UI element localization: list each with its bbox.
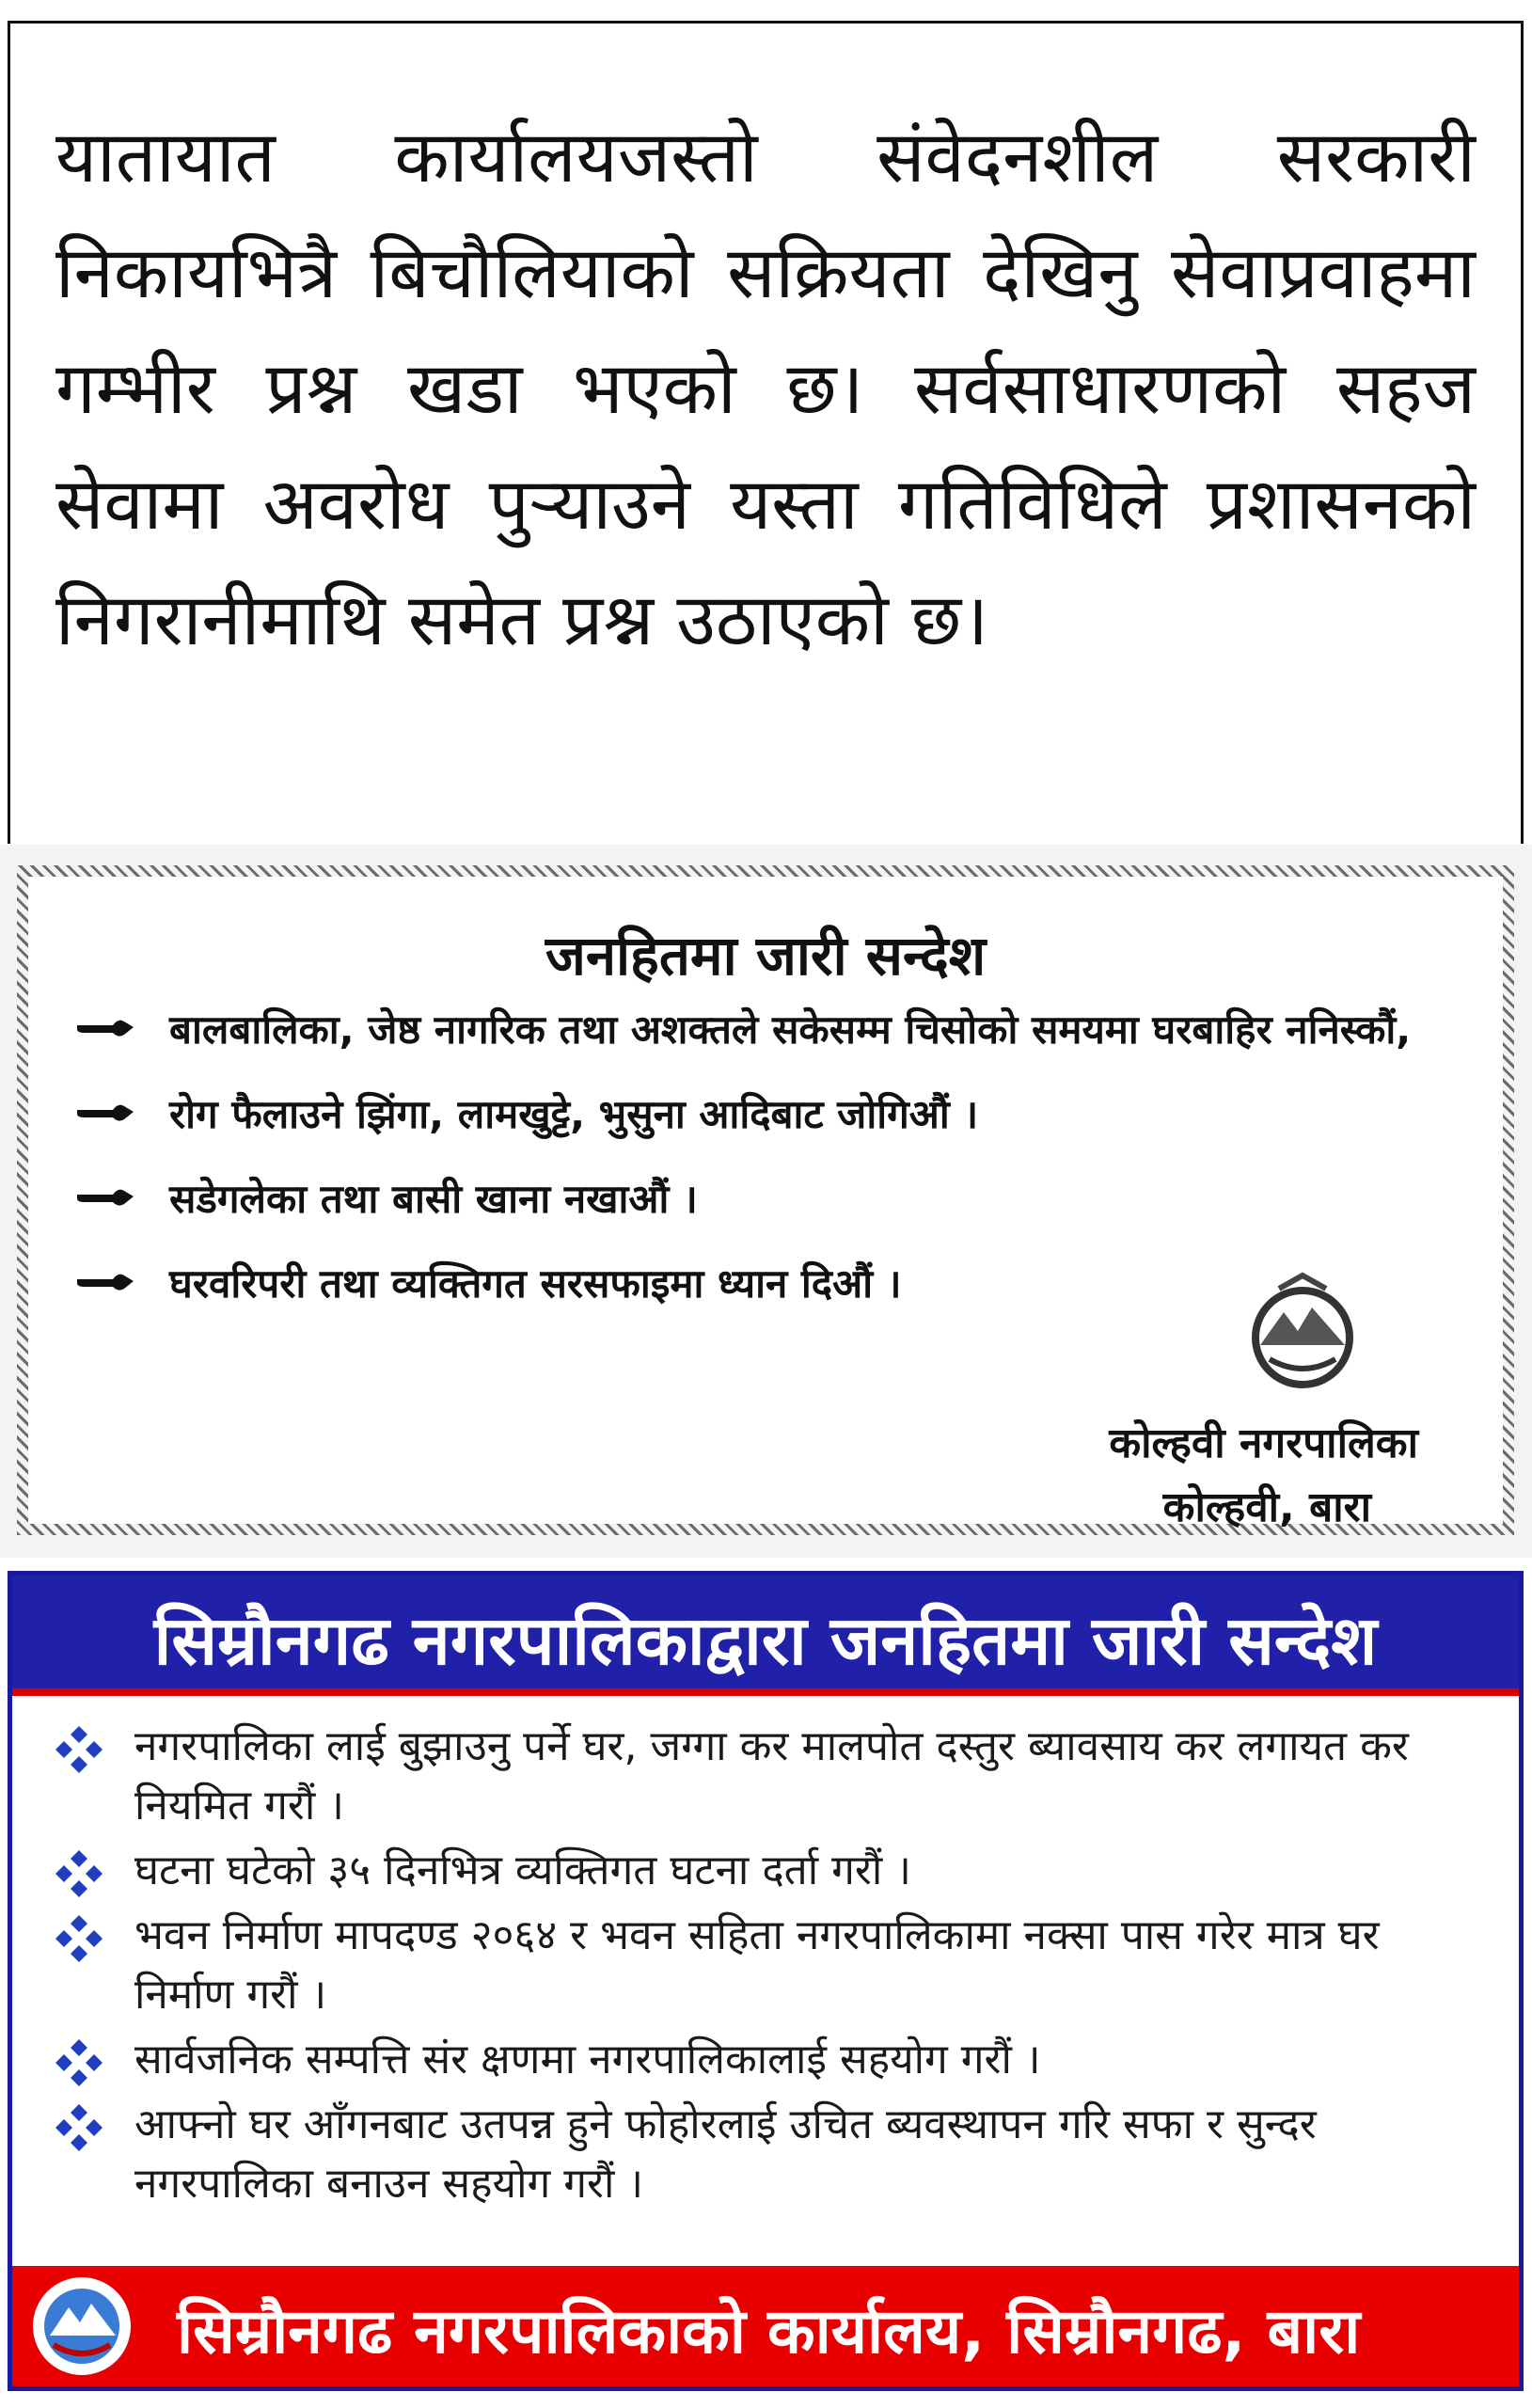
news-paragraph: यातायात कार्यालयजस्तो संवेदनशील सरकारी निकायभित्रै बिचौलियाको सक्रियता देखिनु सेवाप्रवाहमा गम्भीर प्रश्न खडा भएको छ। सर्वसाधारणको सहज सेवामा अवरोध पुर्‍याउने यस्ता गतिविधिले प्रशासनको निगरानीमाथि समेत प्रश्न उठाएको छ।	[55, 115, 1476, 661]
notice-header-bar	[12, 1576, 1519, 1696]
list-item-text: सडेगलेका तथा बासी खाना नखाऔं ।	[169, 1176, 698, 1222]
diamond-cluster-icon	[54, 2102, 104, 2153]
nepal-emblem-icon	[29, 2273, 134, 2379]
list-item-text: घरवरिपरी तथा व्यक्तिगत सरसफाइमा ध्यान दिऔं ।	[169, 1260, 902, 1307]
office-address: सिम्रौनगढ नगरपालिकाको कार्यालय, सिम्रौनगढ, बारा	[177, 2295, 1361, 2368]
pointing-hand-icon	[75, 1014, 135, 1042]
list-item-text: भवन निर्माण मापदण्ड २०६४ र भवन सहिता नगरपालिकामा नक्सा पास गरेर मात्र घर निर्माण गरौं ।	[134, 1911, 1380, 2019]
news-paragraph-panel	[8, 21, 1524, 844]
issuer-name: कोल्हवी नगरपालिका	[1109, 1419, 1418, 1467]
list-item-text: नगरपालिका लाई बुझाउनु पर्ने घर, जग्गा कर मालपोत दस्तुर ब्यावसाय कर लगायत कर नियमित गरौं ।	[134, 1722, 1409, 1830]
diamond-cluster-icon	[54, 1848, 104, 1899]
list-item-text: आफ्नो घर आँगनबाट उतपन्न हुने फोहोरलाई उचित ब्यवस्थापन गरि सफा र सुन्दर नगरपालिका बनाउन सहयोग गरौं ।	[134, 2100, 1317, 2208]
list-item	[40, 2095, 1489, 2213]
notice-footer-bar	[12, 2266, 1519, 2386]
list-item-text: बालबालिका, जेष्ठ नागरिक तथा अशक्तले सकेसम्म चिसोको समयमा घरबाहिर ननिस्कौं,	[169, 1006, 1412, 1053]
list-item	[56, 1168, 1524, 1230]
kolhavi-notice	[0, 845, 1532, 1558]
notice-list	[56, 999, 1524, 1315]
list-item	[40, 1906, 1489, 2024]
notice-list	[40, 1717, 1489, 2213]
pointing-hand-icon	[75, 1183, 135, 1212]
diamond-cluster-icon	[54, 2037, 104, 2088]
notice-title: सिम्रौनगढ नगरपालिकाद्वारा जनहितमा जारी सन्देश	[153, 1601, 1378, 1680]
notice-title: जनहितमा जारी सन्देश	[545, 924, 987, 988]
nepal-emblem-icon	[1232, 1270, 1373, 1402]
diamond-cluster-icon	[54, 1913, 104, 1964]
diamond-cluster-icon	[54, 1724, 104, 1775]
list-item	[56, 999, 1524, 1061]
simraungadh-notice	[8, 1571, 1524, 2391]
list-item-text: रोग फैलाउने झिंगा, लामखुट्टे, भुसुना आदिबाट जोगिऔं ।	[169, 1091, 979, 1137]
list-item	[40, 1841, 1489, 1900]
issuer-location: कोल्हवी, बारा	[1162, 1483, 1371, 1531]
decorative-border	[17, 865, 1514, 1535]
list-item	[56, 1084, 1524, 1146]
list-item	[40, 1717, 1489, 1835]
list-item-text: सार्वजनिक सम्पत्ति संर क्षणमा नगरपालिकालाई सहयोग गरौं ।	[134, 2036, 1041, 2083]
pointing-hand-icon	[75, 1099, 135, 1127]
list-item	[40, 2030, 1489, 2089]
list-item-text: घटना घटेको ३५ दिनभित्र व्यक्तिगत घटना दर्ता गरौं ।	[134, 1846, 911, 1894]
pointing-hand-icon	[75, 1268, 135, 1296]
